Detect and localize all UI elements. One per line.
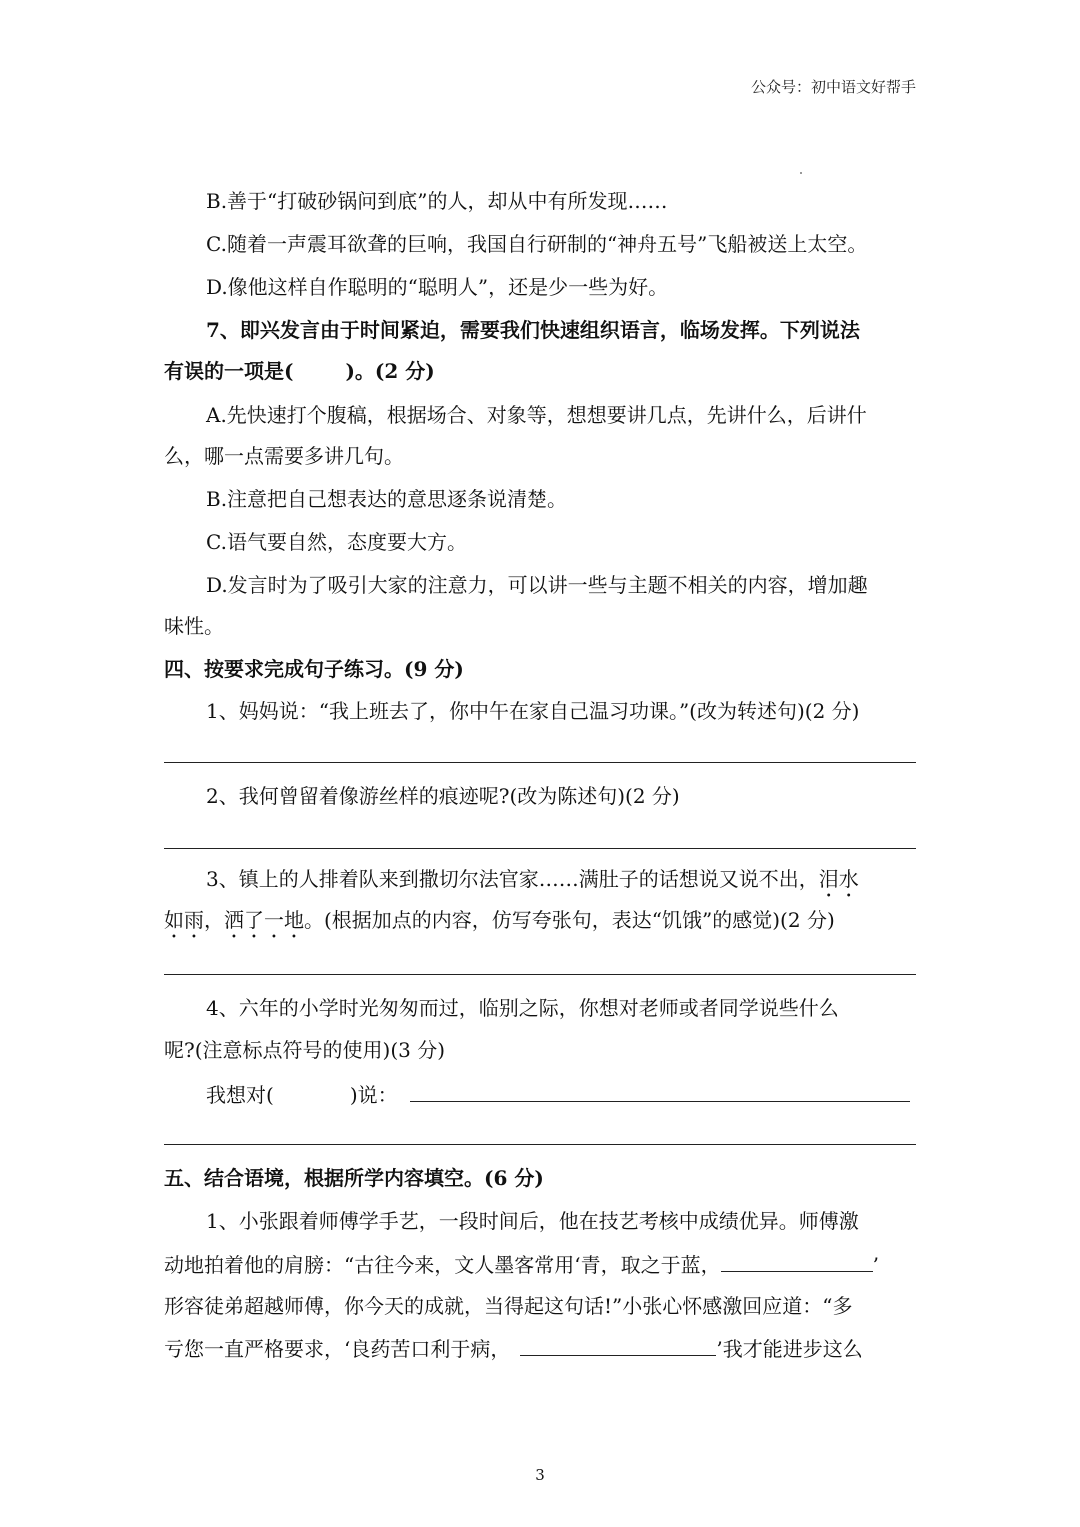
q7-option-c: C.语气要自然，态度要大方。 xyxy=(206,530,467,554)
source-watermark: 公众号：初中语文好帮手 xyxy=(750,78,916,96)
s5-q1-text-2: 亏您一直严格要求，‘良药苦口利于病， xyxy=(164,1337,511,1361)
s5-q1-text: 动地拍着他的肩膀：“古往今来，文人墨客常用‘青，取之于蓝， xyxy=(164,1253,721,1277)
s5-q1-line3: 形容徒弟超越师傅，你今天的成就，当得起这句话!”小张心怀感激回应道：“多 xyxy=(164,1294,853,1318)
page-number: 3 xyxy=(535,1466,545,1484)
s5-q1-line1: 1、小张跟着师傅学手艺，一段时间后，他在技艺考核中成绩优异。师傅激 xyxy=(206,1209,859,1233)
q6-option-b: B.善于“打破砂锅问到底”的人，却从中有所发现…… xyxy=(206,189,668,213)
s4-q4-prompt-text-2: )说： xyxy=(349,1083,398,1107)
s4-q3-answer-line[interactable] xyxy=(164,974,916,975)
q6-option-d: D.像他这样自作聪明的“聪明人”，还是少一些为好。 xyxy=(206,275,669,299)
s4-q3-line1 xyxy=(206,864,916,902)
s4-q4-line1: 4、六年的小学时光匆匆而过，临别之际，你想对老师或者同学说些什么 xyxy=(206,996,839,1020)
q7-stem-text: 有误的一项是( xyxy=(164,359,294,383)
s4-q3-comma: ， xyxy=(204,908,224,932)
s4-q3-dotted-text: 如雨 xyxy=(164,908,204,932)
s5-q1-blank-2[interactable] xyxy=(520,1333,716,1356)
s4-q3-dotted-text: 泪水 xyxy=(818,867,859,891)
q7-option-d-line2: 味性。 xyxy=(164,614,224,638)
q7-option-d-line1: D.发言时为了吸引大家的注意力，可以讲一些与主题不相关的内容，增加趣 xyxy=(206,573,868,597)
q7-stem-score: )。(2 分) xyxy=(345,359,435,383)
q7-option-a-line2: 么，哪一点需要多讲几句。 xyxy=(164,444,404,468)
s5-q1-line2 xyxy=(164,1249,916,1280)
s4-q1-answer-line[interactable] xyxy=(164,762,916,763)
s4-q3-dotted-text: 洒了一地 xyxy=(224,908,304,932)
s4-q4-prompt-text: 我想对( xyxy=(206,1083,274,1107)
section4-title: 四、按要求完成句子练习。(9 分) xyxy=(164,657,464,681)
s5-q1-blank-1[interactable] xyxy=(721,1249,873,1272)
s4-q1: 1、妈妈说：“我上班去了，你中午在家自己温习功课。”(改为转述句)(2 分) xyxy=(206,699,860,723)
s4-q4-prompt xyxy=(206,1079,916,1110)
s5-q1-line4 xyxy=(164,1333,916,1364)
s4-q4-answer-line[interactable] xyxy=(164,1144,916,1145)
q7-stem-line2 xyxy=(164,356,916,386)
s4-q2-answer-line[interactable] xyxy=(164,848,916,849)
s4-q2: 2、我何曾留着像游丝样的痕迹呢?(改为陈述句)(2 分) xyxy=(206,784,680,808)
q7-stem-line1: 7、即兴发言由于时间紧迫，需要我们快速组织语言，临场发挥。下列说法 xyxy=(206,318,860,342)
s4-q3-text: 3、镇上的人排着队来到撒切尔法官家……满肚子的话想说又说不出， xyxy=(206,867,819,891)
q7-option-b: B.注意把自己想表达的意思逐条说清楚。 xyxy=(206,487,568,511)
s5-q1-text-3: ’我才能进步这么 xyxy=(716,1337,863,1361)
s4-q3-instruction: 。(根据加点的内容，仿写夸张句，表达“饥饿”的感觉)(2 分) xyxy=(304,908,835,932)
scan-speck xyxy=(800,172,802,174)
q7-option-a-line1: A.先快速打个腹稿，根据场合、对象等，想想要讲几点，先讲什么，后讲什 xyxy=(206,403,867,427)
q6-option-c: C.随着一声震耳欲聋的巨响，我国自行研制的“神舟五号”飞船被送上太空。 xyxy=(206,232,868,256)
s5-q1-quote-close: ’ xyxy=(872,1253,879,1277)
section5-title: 五、结合语境，根据所学内容填空。(6 分) xyxy=(164,1166,544,1190)
s4-q3-line2 xyxy=(164,905,916,943)
s4-q4-line2: 呢?(注意标点符号的使用)(3 分) xyxy=(164,1038,446,1062)
s4-q4-answer-blank[interactable] xyxy=(410,1079,910,1102)
